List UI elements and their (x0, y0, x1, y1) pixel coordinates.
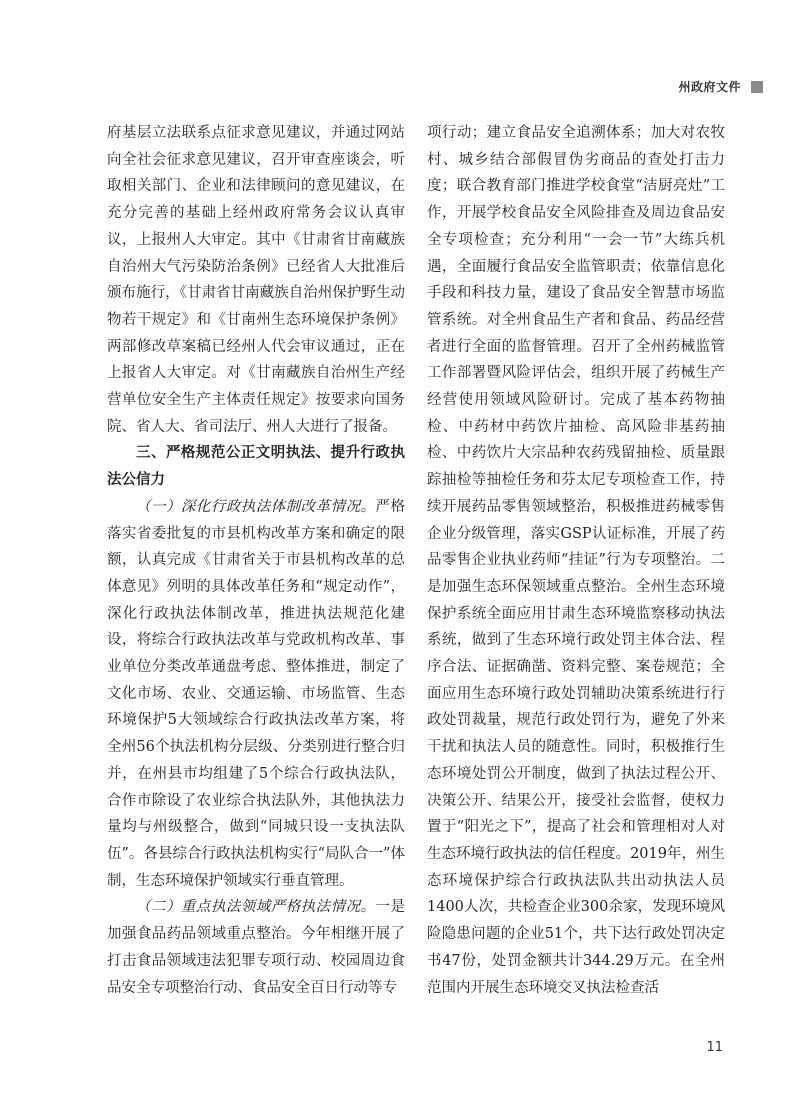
subsection-body: 一是加强食品药品领域重点整治。今年相继开展了打击食品领域违法犯罪专项行动、校园周边食品安全专项整治行动、食品安全百日行动等专 (107, 899, 406, 996)
running-header (678, 78, 763, 95)
paragraph (107, 494, 405, 895)
section-heading: 三、严格规范公正文明执法、提升行政执法公信力 (107, 445, 405, 489)
left-column (107, 120, 405, 1001)
paragraph (107, 894, 405, 1001)
subsection-body: 严格落实省委批复的市县机构改革方案和确定的限额，认真完成《甘肃省关于市县机构改革的总体意见》列明的具体改革任务和“规定动作”，深化行政执法体制改革，推进执法规范化建设，将综合行政执法改革与党政机构改革、事业单位分类改革通盘考虑、整体推进，制定了文化市场、农业、交通运输、市场监管、生态环境保护5大领域综合行政执法改革方案，将全州56个执法机构分层级、分类别进行整合归并，在州县市均组建了5个综合行政执法队，合作市除设了农业综合执法队外，其他执法力量均与州级整合，做到“同城只设一支执法队伍”。各县综合行政执法机构实行“局队合一”体制，生态环境保护领域实行垂直管理。 (107, 498, 406, 889)
paragraph: 项行动；建立食品安全追溯体系；加大对农牧村、城乡结合部假冒伪劣商品的查处打击力度；联合教育部门推进学校食堂“洁厨亮灶”工作，开展学校食品安全风险排查及周边食品安全专项检查；充分利用“一会一节”大练兵机遇，全面履行食品安全监管职责；依靠信息化手段和科技力量，建设了食品安全智慧市场监管系统。对全州食品生产者和食品、药品经营者进行全面的监督管理。召开了全州药械监管工作部署暨风险评估会，组织开展了药械生产经营使用领域风险研讨。完成了基本药物抽检、中药材中药饮片抽检、高风险非基药抽检、中药饮片大宗品种农药残留抽检、质量跟踪抽检等抽检任务和芬太尼专项检查工作，持续开展药品零售领域整治，积极推进药械零售企业分级管理，落实GSP认证标准，开展了药品零售企业执业药师“挂证”行为专项整治。二是加强生态环保领域重点整治。全州生态环境保护系统全面应用甘肃生态环境监察移动执法系统，做到了生态环境行政处罚主体合法、程序合法、证据确凿、资料完整、案卷规范；全面应用生态环境行政处罚辅助决策系统进行行政处罚裁量，规范行政处罚行为，避免了外来干扰和执法人员的随意性。同时，积极推行生态环境处罚公开制度，做到了执法过程公开、决策公开、结果公开，接受社会监督，使权力置于“阳光之下”，提高了社会和管理相对人对生态环境行政执法的信任程度。2019年，州生态环境保护综合行政执法队共出动执法人员1400人次，共检查企业300余家，发现环境风险隐患问题的企业51个，共下达行政处罚决定书47份，处罚金额共计344.29万元。在全州范围内开展生态环境交叉执法检查活 (427, 125, 725, 996)
paragraph: 府基层立法联系点征求意见建议，并通过网站向全社会征求意见建议，召开审查座谈会，听取相关部门、企业和法律顾问的意见建议，在充分完善的基础上经州政府常务会议认真审议，上报州人大审定。其中《甘肃省甘南藏族自治州大气污染防治条例》已经省人大批准后颁布施行，《甘肃省甘南藏族自治州保护野生动物若干规定》和《甘南州生态环境保护条例》两部修改草案稿已经州人代会审议通过，正在上报省人大审定。对《甘南藏族自治州生产经营单位安全生产主体责任规定》按要求向国务院、省人大、省司法厅、州人大进行了报备。 (107, 125, 405, 435)
header-label: 州政府文件 (678, 80, 741, 94)
header-square-icon (751, 81, 763, 93)
page-number: 11 (706, 1040, 723, 1055)
subsection-title: （一）深化行政执法体制改革情况。 (136, 498, 376, 515)
right-column (427, 120, 725, 1001)
subsection-title: （二）重点执法领域严格执法情况。 (136, 899, 376, 916)
